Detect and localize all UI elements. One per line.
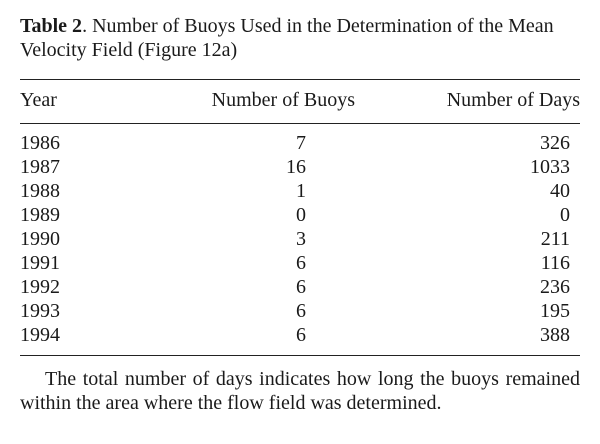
cell-buoys: 6 [296,252,306,274]
cell-year: 1994 [20,324,60,346]
column-header-days: Number of Days [446,89,580,111]
table-caption [20,14,580,62]
cell-year: 1991 [20,252,60,274]
cell-buoys: 16 [286,156,306,178]
table-row [20,155,580,179]
cell-days: 195 [540,300,570,322]
table-row [20,323,580,347]
cell-days: 211 [540,228,570,250]
table-footnote [20,367,580,415]
cell-buoys: 0 [296,204,306,226]
table-row [20,179,580,203]
table-row [20,299,580,323]
cell-year: 1989 [20,204,60,226]
cell-year: 1987 [20,156,60,178]
cell-days: 388 [540,324,570,346]
cell-days: 236 [540,276,570,298]
table-bottom-rule [20,355,580,356]
table-row [20,275,580,299]
table-top-rule [20,79,580,80]
table-header-rule [20,123,580,124]
cell-days: 1033 [530,156,570,178]
cell-year: 1990 [20,228,60,250]
table-footnote-text: The total number of days indicates how long the buoys remained within the area where the flow field was determined. [20,368,580,414]
table-row [20,131,580,155]
table-body [20,131,580,347]
cell-buoys: 6 [296,300,306,322]
table-caption-label: Table 2 [20,15,83,37]
table-row [20,251,580,275]
table-row [20,203,580,227]
cell-buoys: 1 [296,180,306,202]
table-figure [20,14,580,415]
cell-buoys: 7 [296,132,306,154]
cell-year: 1993 [20,300,60,322]
column-header-year: Year [20,89,57,111]
table-header-row [20,88,580,112]
column-header-buoys: Number of Buoys [211,89,355,111]
cell-days: 116 [540,252,570,274]
cell-days: 326 [540,132,570,154]
cell-year: 1992 [20,276,60,298]
table-caption-text: . Number of Buoys Used in the Determination of the Mean Velocity Field (Figure 12a) [20,15,554,61]
cell-year: 1986 [20,132,60,154]
cell-buoys: 3 [296,228,306,250]
table-row [20,227,580,251]
cell-buoys: 6 [296,324,306,346]
cell-days: 40 [550,180,570,202]
cell-days: 0 [560,204,570,226]
cell-buoys: 6 [296,276,306,298]
cell-year: 1988 [20,180,60,202]
